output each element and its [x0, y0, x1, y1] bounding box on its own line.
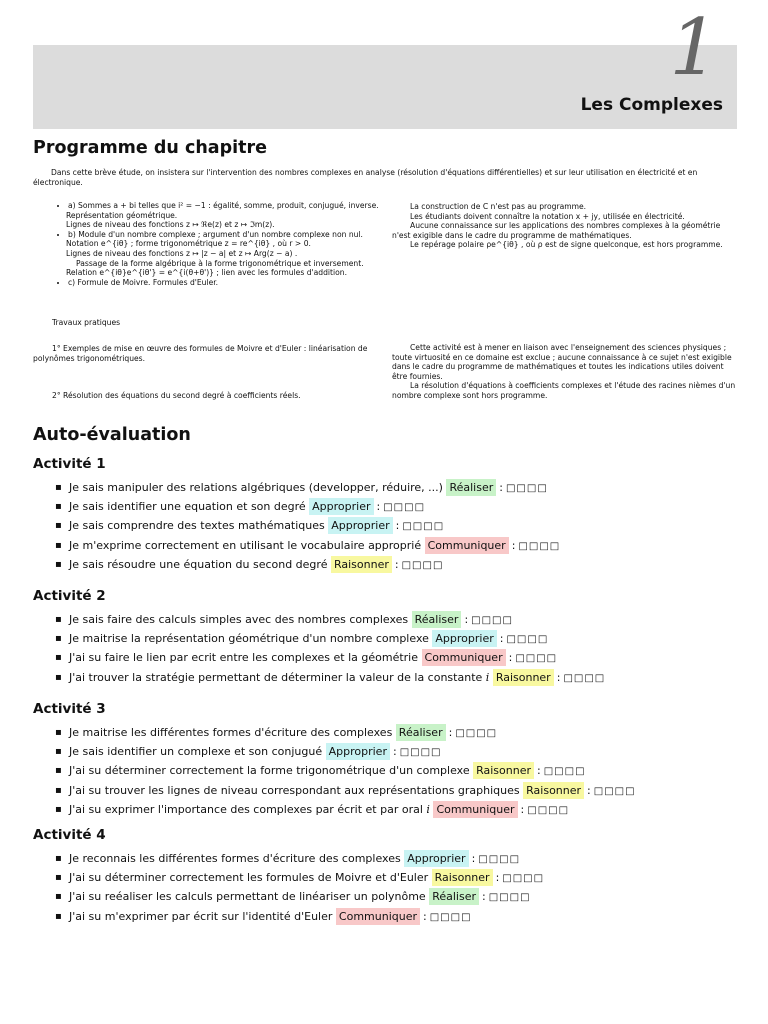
skill-tag: Communiquer	[336, 908, 420, 925]
math-symbol: i	[485, 670, 490, 684]
separator: :	[556, 670, 561, 684]
criterion-item	[52, 629, 605, 648]
separator: :	[537, 764, 541, 778]
skill-tag: Approprier	[309, 498, 373, 515]
separator: :	[448, 726, 453, 739]
criterion-item	[52, 497, 560, 516]
activity-title: Activité 3	[33, 701, 106, 717]
criterion-text: J'ai su déterminer correctement la forme trigonométrique d'un complexe	[69, 764, 470, 778]
self-rating-boxes[interactable]: □□□□	[383, 502, 426, 514]
criterion-text: Je sais identifier une equation et son degré	[69, 500, 306, 514]
criterion-text: J'ai su déterminer correctement les formules de Moivre et d'Euler	[69, 871, 429, 885]
self-rating-boxes[interactable]: □□□□	[506, 634, 549, 646]
programme-heading: Programme du chapitre	[33, 138, 267, 158]
skill-tag: Communiquer	[422, 649, 506, 666]
criterion-item	[52, 648, 605, 667]
self-rating-boxes[interactable]: □□□□	[478, 854, 521, 865]
criterion-text: Je sais identifier un complexe et son conjugué	[69, 745, 323, 759]
self-rating-boxes[interactable]: □□□□	[399, 747, 442, 759]
criterion-item	[52, 781, 636, 800]
programme-line: Lignes de niveau des fonctions z ↦ ℜe(z) et z ↦ ℑm(z).	[66, 220, 275, 230]
skill-tag: Raisonner	[432, 869, 493, 886]
skill-tag: Raisonner	[331, 556, 392, 573]
programme-line: Représentation géométrique.	[66, 210, 178, 220]
criterion-text: Je sais comprendre des textes mathématiques	[69, 519, 325, 533]
criterion-item	[52, 800, 636, 819]
criterion-item	[52, 761, 636, 780]
criterion-text: Je sais faire des calculs simples avec des nombres complexes	[69, 613, 409, 626]
separator: :	[520, 802, 525, 816]
chapter-number: 1	[669, 3, 719, 93]
self-rating-boxes[interactable]: □□□□	[505, 483, 548, 494]
separator: :	[482, 890, 486, 904]
criterion-text: J'ai su trouver les lignes de niveau correspondant aux représentations graphiques	[69, 783, 520, 797]
skill-tag: Approprier	[328, 517, 392, 534]
skill-tag: Réaliser	[396, 724, 446, 741]
skill-tag: Réaliser	[446, 479, 496, 496]
self-rating-boxes[interactable]: □□□□	[429, 911, 472, 923]
separator: :	[508, 651, 513, 665]
programme-line: Lignes de niveau des fonctions z ↦ |z − a| et z ↦ Arg(z − a) .	[66, 248, 298, 258]
self-rating-boxes[interactable]: □□□□	[543, 766, 586, 778]
programme-note: Aucune connaissance sur les applications des nombres complexes à la géométrie n'est exigible dans le cadre du programme de mathématiques.	[392, 221, 721, 240]
self-rating-boxes[interactable]: □□□□	[401, 559, 444, 571]
skill-tag: Communiquer	[433, 801, 517, 818]
separator: :	[511, 538, 516, 552]
skill-tag: Approprier	[432, 630, 496, 647]
programme-line: Passage de la forme algébrique à la forme trigonométrique et inversement.	[76, 258, 364, 268]
criterion-text: Je reconnais les différentes formes d'écriture des complexes	[69, 852, 401, 865]
criterion-text: J'ai su reéaliser les calculs permettant de linéariser un polynôme	[69, 890, 426, 904]
separator: :	[423, 909, 427, 923]
criterion-item	[52, 478, 560, 497]
criteria-list	[52, 610, 605, 687]
criterion-text: Je m'exprime correctement en utilisant le vocabulaire approprié	[69, 538, 422, 552]
separator: :	[471, 852, 476, 865]
programme-item-b: • b) Module d'un nombre complexe ; argument d'un nombre complexe non nul.	[68, 230, 382, 240]
separator: :	[376, 500, 381, 514]
criterion-text: J'ai su faire le lien par ecrit entre les complexes et la géométrie	[69, 651, 419, 665]
tp-note: Cette activité est à mener en liaison avec l'enseignement des sciences physiques ; toute virtuosité en ce domaine est exclue ; aucune connaissance à ce sujet n'est exigible dans le cadre du programme de mathématiques et toutes les indications utiles doivent être fournies.	[392, 343, 732, 381]
separator: :	[392, 745, 397, 759]
criterion-text: Je maitrise la représentation géométrique d'un nombre complexe	[69, 632, 429, 646]
criterion-item	[52, 868, 544, 887]
travaux-pratiques-label: Travaux pratiques	[52, 318, 121, 327]
skill-tag: Raisonner	[493, 669, 554, 686]
separator: :	[394, 557, 399, 571]
programme-item-a: • a) Sommes a + bi telles que i² = −1 : égalité, somme, produit, conjugué, inverse.	[68, 201, 382, 211]
criterion-text: J'ai trouver la stratégie permettant de déterminer la valeur de la constante	[69, 670, 483, 684]
self-rating-boxes[interactable]: □□□□	[563, 672, 606, 684]
separator: :	[499, 632, 504, 646]
self-rating-boxes[interactable]: □□□□	[527, 804, 570, 816]
tp-item-2: 2° Résolution des équations du second degré à coefficients réels.	[52, 391, 301, 400]
activity-title: Activité 2	[33, 588, 106, 604]
skill-tag: Réaliser	[412, 611, 462, 628]
criterion-item	[52, 742, 636, 761]
tp-item-1: 1° Exemples de mise en œuvre des formules de Moivre et d'Euler : linéarisation de polynômes trigonométriques.	[33, 344, 368, 363]
criterion-item	[52, 849, 544, 868]
criterion-text: Je sais manipuler des relations algébriques (developper, réduire, ...)	[69, 481, 443, 494]
criterion-item	[52, 516, 560, 535]
separator: :	[395, 519, 400, 533]
self-rating-boxes[interactable]: □□□□	[593, 785, 636, 797]
criterion-item	[52, 887, 544, 906]
criterion-text: J'ai su m'exprimer par écrit sur l'identité d'Euler	[69, 909, 333, 923]
skill-tag: Raisonner	[523, 782, 584, 799]
skill-tag: Raisonner	[473, 762, 534, 779]
autoevaluation-heading: Auto-évaluation	[33, 425, 191, 445]
criteria-list	[52, 723, 636, 819]
programme-item-c: • c) Formule de Moivre. Formules d'Euler.	[68, 278, 382, 288]
tp-notes	[392, 343, 737, 401]
criterion-item	[52, 668, 605, 687]
criterion-text: J'ai su exprimer l'importance des complexes par écrit et par oral	[69, 802, 423, 816]
chapter-header	[33, 3, 737, 129]
activity-title: Activité 1	[33, 456, 106, 472]
skill-tag: Réaliser	[429, 888, 479, 905]
programme-note: Le repérage polaire ρe^{iθ} , où ρ est de signe quelconque, est hors programme.	[410, 240, 723, 250]
self-rating-boxes[interactable]: □□□□	[471, 615, 513, 626]
separator: :	[495, 871, 500, 885]
programme-right-column	[392, 202, 737, 250]
separator: :	[587, 783, 591, 797]
criterion-item	[52, 536, 560, 555]
activity-title: Activité 4	[33, 827, 106, 843]
criterion-item	[52, 555, 560, 574]
skill-tag: Communiquer	[425, 537, 509, 554]
chapter-title: Les Complexes	[580, 95, 723, 115]
criterion-item	[52, 610, 605, 629]
criterion-text: Je maitrise les différentes formes d'écriture des complexes	[69, 726, 393, 739]
separator: :	[464, 613, 469, 626]
programme-note: Les étudiants doivent connaître la notation x + jy, utilisée en électricité.	[410, 211, 685, 221]
self-rating-boxes[interactable]: □□□□	[518, 540, 561, 552]
self-rating-boxes[interactable]: □□□□	[502, 873, 545, 885]
criteria-list	[52, 849, 544, 926]
self-rating-boxes[interactable]: □□□□	[455, 728, 498, 739]
self-rating-boxes[interactable]: □□□□	[402, 521, 445, 533]
self-rating-boxes[interactable]: □□□□	[488, 892, 531, 904]
criterion-item	[52, 723, 636, 742]
programme-note: La construction de C n'est pas au programme.	[410, 202, 587, 211]
programme-line: Relation e^{iθ}e^{iθ'} = e^{i(θ+θ')} ; lien avec les formules d'addition.	[66, 268, 347, 278]
separator: :	[499, 481, 503, 494]
programme-left-column	[52, 201, 382, 287]
skill-tag: Approprier	[326, 743, 390, 760]
programme-intro: Dans cette brève étude, on insistera sur l'intervention des nombres complexes en analyse (résolution d'équations différentielles) et sur leur utilisation en électricité et en électronique.	[33, 168, 698, 187]
math-symbol: i	[426, 802, 430, 816]
tp-note: La résolution d'équations à coefficients complexes et l'étude des racines nièmes d'un nombre complexe sont hors programme.	[392, 381, 736, 400]
skill-tag: Approprier	[404, 850, 468, 867]
self-rating-boxes[interactable]: □□□□	[515, 653, 558, 665]
criterion-text: Je sais résoudre une équation du second degré	[69, 557, 328, 571]
criterion-item	[52, 907, 544, 926]
programme-line: Notation e^{iθ} ; forme trigonométrique z = re^{iθ} , où r > 0.	[66, 239, 311, 249]
criteria-list	[52, 478, 560, 574]
